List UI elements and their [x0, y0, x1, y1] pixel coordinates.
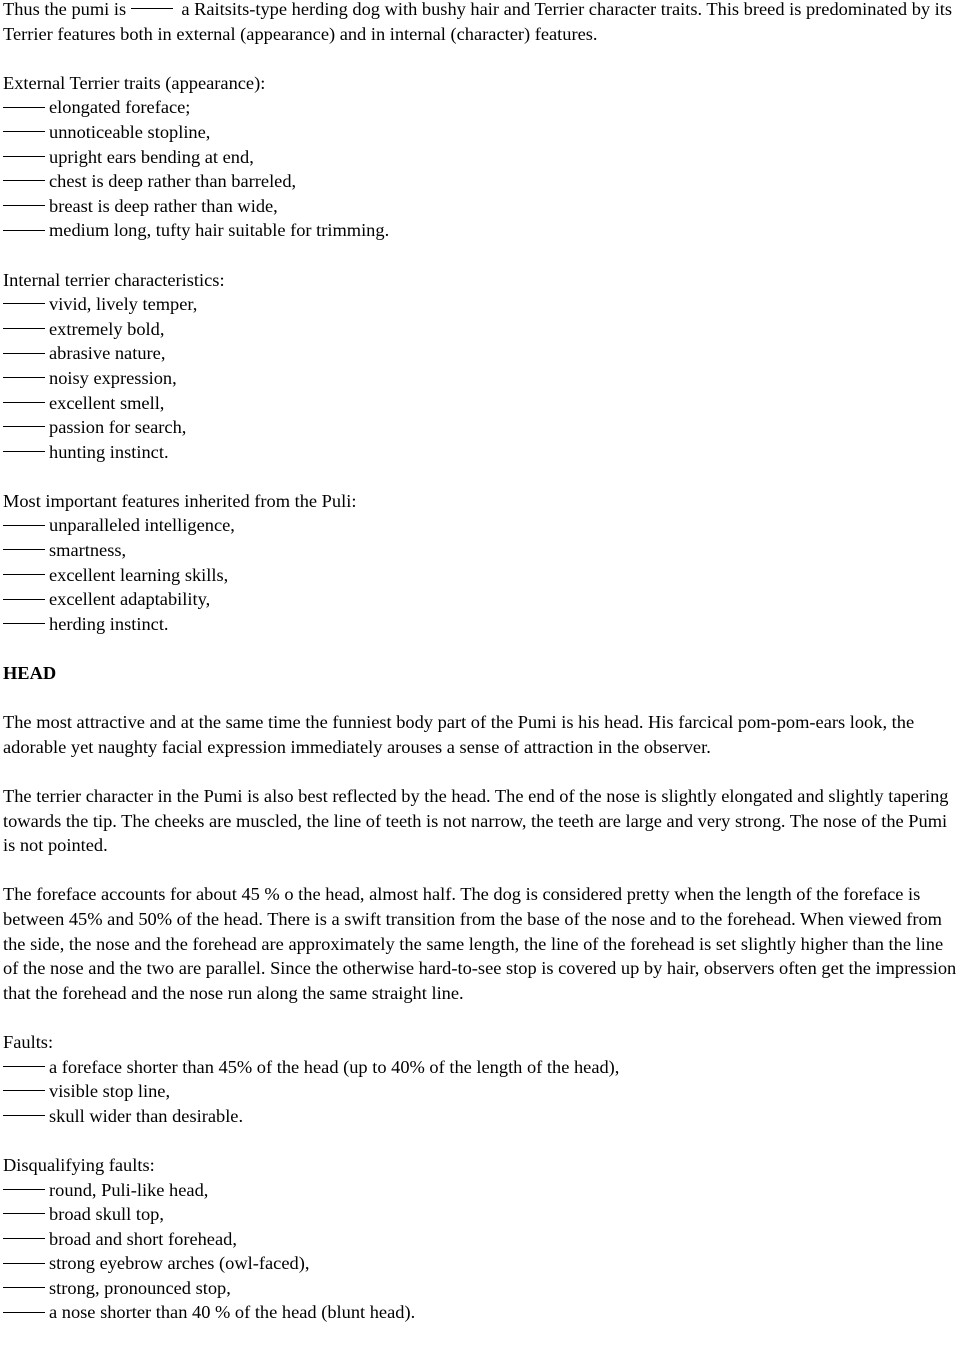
em-dash	[3, 131, 45, 132]
internal-traits-title: Internal terrier characteristics:	[3, 269, 225, 290]
em-dash	[131, 8, 173, 9]
list-item	[3, 1202, 957, 1227]
list-item	[3, 1227, 957, 1252]
list-item	[3, 1079, 957, 1104]
em-dash	[3, 353, 45, 354]
list-item-text: extremely bold,	[49, 318, 165, 339]
list-item-text: hunting instinct.	[49, 441, 169, 462]
em-dash	[3, 1287, 45, 1288]
list-item-text: excellent learning skills,	[49, 564, 229, 585]
list-item	[3, 95, 957, 120]
list-item-text: passion for search,	[49, 417, 187, 438]
em-dash	[3, 107, 45, 108]
em-dash	[3, 574, 45, 575]
em-dash	[3, 599, 45, 600]
list-item-text: breast is deep rather than wide,	[49, 195, 278, 216]
list-item	[3, 292, 957, 317]
list-item	[3, 1300, 957, 1325]
em-dash	[3, 328, 45, 329]
em-dash	[3, 1189, 45, 1190]
list-item	[3, 194, 957, 219]
em-dash	[3, 1213, 45, 1214]
external-traits-list	[3, 71, 957, 243]
em-dash	[3, 1263, 45, 1264]
list-item-text: strong, pronounced stop,	[49, 1277, 231, 1298]
list-item	[3, 1276, 957, 1301]
list-item-text: abrasive nature,	[49, 343, 166, 364]
list-item-text: strong eyebrow arches (owl-faced),	[49, 1253, 310, 1274]
em-dash	[3, 230, 45, 231]
list-item-text: a foreface shorter than 45% of the head (up to 40% of the length of the head),	[49, 1056, 620, 1077]
list-item-text: visible stop line,	[49, 1081, 171, 1102]
list-item	[3, 391, 957, 416]
list-item	[3, 218, 957, 243]
intro-lead-text: Thus the pumi is	[3, 0, 131, 19]
em-dash	[3, 205, 45, 206]
disqualifying-faults-list	[3, 1153, 957, 1325]
list-item	[3, 538, 957, 563]
puli-features-title: Most important features inherited from the Puli:	[3, 490, 357, 511]
list-item-text: broad skull top,	[49, 1204, 164, 1225]
em-dash	[3, 451, 45, 452]
em-dash	[3, 623, 45, 624]
head-paragraph: The most attractive and at the same time the funniest body part of the Pumi is his head. His farcical pom-pom-ears look, the adorable yet naughty facial expression immediately arouses a sense of attraction in the observer.	[3, 712, 915, 757]
em-dash	[3, 525, 45, 526]
list-item	[3, 612, 957, 637]
list-item-text: chest is deep rather than barreled,	[49, 171, 297, 192]
list-item	[3, 1055, 957, 1080]
section-heading-head: HEAD	[3, 663, 57, 684]
em-dash	[3, 1115, 45, 1116]
external-traits-title: External Terrier traits (appearance):	[3, 72, 266, 93]
list-item-text: broad and short forehead,	[49, 1228, 237, 1249]
list-item-text: vivid, lively temper,	[49, 294, 198, 315]
list-item	[3, 120, 957, 145]
list-item	[3, 169, 957, 194]
list-item	[3, 587, 957, 612]
em-dash	[3, 1066, 45, 1067]
list-item	[3, 440, 957, 465]
list-item	[3, 341, 957, 366]
list-item-text: skull wider than desirable.	[49, 1105, 244, 1126]
faults-list	[3, 1030, 957, 1128]
list-item	[3, 1178, 957, 1203]
faults-title: Faults:	[3, 1031, 54, 1052]
puli-features-list	[3, 489, 957, 637]
head-paragraph: The foreface accounts for about 45 % o the head, almost half. The dog is considered pretty when the length of the foreface is between 45% and 50% of the head. There is a swift transition from the base of the nose and to the forehead. When viewed from the side, the nose and the forehead are approximately the same length, the line of the forehead is set slightly higher than the line of the nose and the two are parallel. Since the otherwise hard-to-see stop is covered up by hair, observers often get the impression that the forehead and the nose run along the same straight line.	[3, 884, 957, 1003]
em-dash	[3, 180, 45, 181]
list-item	[3, 317, 957, 342]
em-dash	[3, 1238, 45, 1239]
list-item-text: unnoticeable stopline,	[49, 121, 211, 142]
intro-rest-text: a Raitsits-type herding dog with bushy hair and Terrier character traits. This breed is predominated by its Terrier features both in external (appearance) and in internal (character) features.	[3, 0, 953, 44]
list-item	[3, 366, 957, 391]
document-page	[3, 0, 957, 1325]
list-item-text: elongated foreface;	[49, 97, 191, 118]
list-item	[3, 415, 957, 440]
list-item-text: excellent smell,	[49, 392, 165, 413]
list-item	[3, 1251, 957, 1276]
em-dash	[3, 303, 45, 304]
em-dash	[3, 1090, 45, 1091]
list-item-text: upright ears bending at end,	[49, 146, 254, 167]
em-dash	[3, 377, 45, 378]
em-dash	[3, 549, 45, 550]
em-dash	[3, 1312, 45, 1313]
list-item-text: medium long, tufty hair suitable for trimming.	[49, 220, 390, 241]
list-item	[3, 1104, 957, 1129]
em-dash	[3, 156, 45, 157]
em-dash	[3, 402, 45, 403]
list-item	[3, 145, 957, 170]
intro-paragraph	[3, 0, 957, 46]
internal-traits-list	[3, 268, 957, 465]
list-item-text: a nose shorter than 40 % of the head (blunt head).	[49, 1302, 416, 1323]
head-paragraph: The terrier character in the Pumi is also best reflected by the head. The end of the nose is slightly elongated and slightly tapering towards the tip. The cheeks are muscled, the line of teeth is not narrow, the teeth are large and very strong. The nose of the Pumi is not pointed.	[3, 786, 949, 856]
list-item	[3, 563, 957, 588]
disqualifying-faults-title: Disqualifying faults:	[3, 1154, 155, 1175]
list-item-text: smartness,	[49, 540, 127, 561]
list-item-text: round, Puli-like head,	[49, 1179, 209, 1200]
em-dash	[3, 426, 45, 427]
list-item-text: noisy expression,	[49, 367, 177, 388]
list-item-text: unparalleled intelligence,	[49, 515, 235, 536]
list-item	[3, 513, 957, 538]
list-item-text: herding instinct.	[49, 613, 169, 634]
list-item-text: excellent adaptability,	[49, 589, 211, 610]
